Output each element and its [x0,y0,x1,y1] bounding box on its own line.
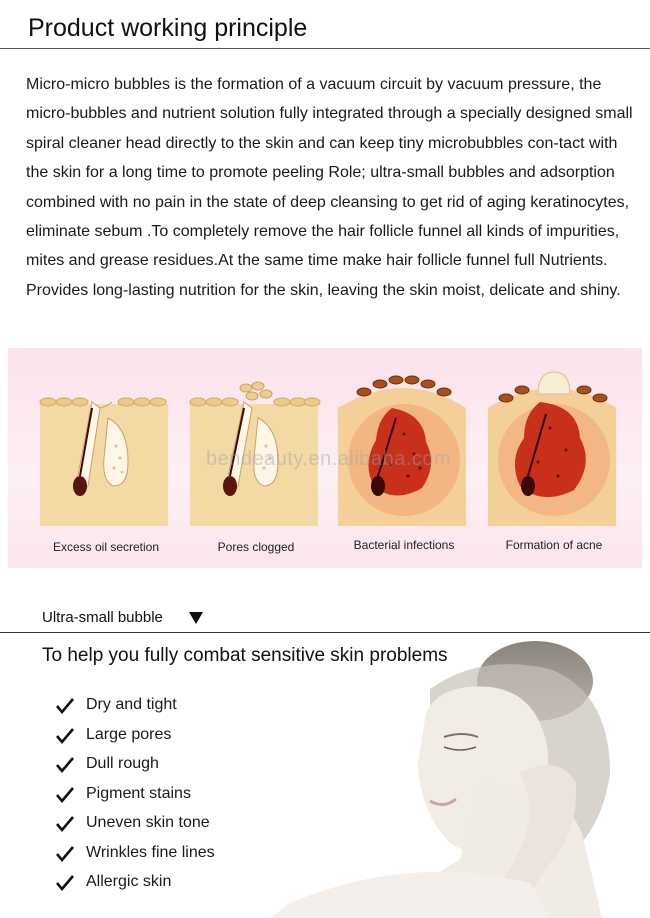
description-paragraph: Micro-micro bubbles is the formation of a vacuum circuit by vacuum pressure, the micro-bubbles and nutrient solution fully integrated through a specially designed small spiral cleaner head directly to the skin and can keep tiny microbubbles con-tact with the skin for a long time to promote peeling Role; ultra-small bubbles and adsorption combined with no pain in the state of deep cleansing to get rid of aging keratinocytes, eliminate sebum .To completely remove the hair follicle funnel all kinds of impurities, mites and grease residues.At the same time make hair follicle funnel full Nutrients. Provides long-lasting nutrition for the skin, leaving the skin moist, delicate and shiny. [26,76,633,299]
benefit-label: Uneven skin tone [86,814,210,831]
benefit-label: Large pores [86,725,172,743]
benefit-label: Allergic skin [86,873,172,890]
list-item [56,696,215,726]
benefit-label: Dull rough [86,755,159,772]
stage-label: Excess oil secretion [52,540,160,554]
list-item [56,844,215,874]
check-icon [56,875,74,891]
list-item [56,726,215,756]
benefit-label: Dry and tight [86,696,177,713]
list-item [56,814,215,844]
stage-excess-oil [36,348,176,568]
check-icon [56,846,74,862]
page-title: Product working principle [28,14,308,42]
list-item [56,755,215,785]
triangle-down-icon [189,612,203,624]
watermark: bendeauty.en.alibaba.com [206,448,452,470]
check-icon [56,728,74,744]
list-item [56,785,215,815]
section-label: Ultra-small bubble [42,609,163,626]
benefit-list [56,696,215,903]
stage-label: Bacterial infections [353,538,455,552]
stage-label: Formation of acne [505,538,603,552]
acne-formation-diagram-icon [484,368,624,528]
benefit-label: Wrinkles fine lines [86,843,215,861]
check-icon [56,757,74,773]
skin-diagram-panel [8,348,642,568]
check-icon [56,698,74,714]
check-icon [56,787,74,803]
sebaceous-gland-diagram-icon [36,368,176,528]
benefit-label: Pigment stains [86,784,191,802]
stage-label: Pores clogged [217,540,295,554]
benefits-heading: To help you fully combat sensitive skin problems [42,645,448,666]
woman-face-illustration [230,633,650,918]
check-icon [56,816,74,832]
list-item [56,873,215,903]
stage-formation-acne [484,348,624,568]
title-divider [0,48,650,49]
